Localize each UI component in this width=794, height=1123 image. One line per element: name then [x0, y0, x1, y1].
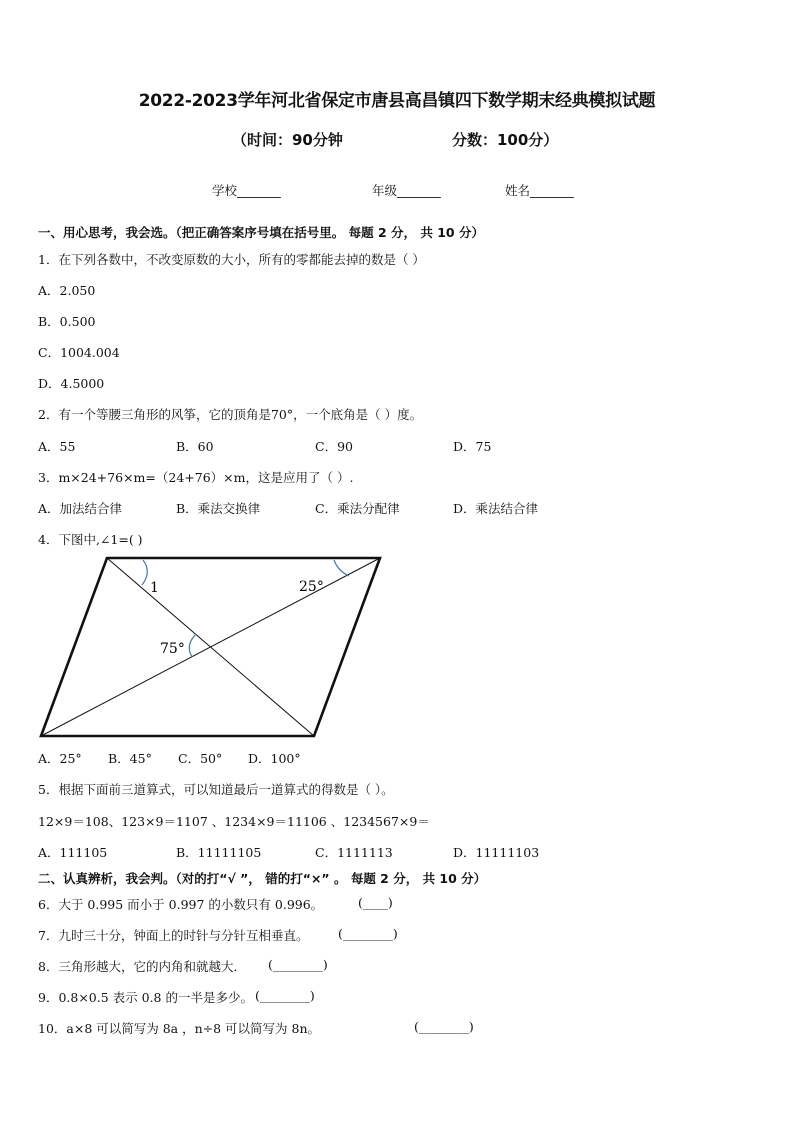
q4-option-d: D．100° [248, 751, 301, 766]
grade-field: 年级_______ [372, 183, 441, 198]
q2-option-b: B．60 [176, 439, 214, 454]
q1-option-c: C．1004.004 [38, 345, 120, 360]
question-9-text: 9．0.8×0.5 表示 0.8 的一半是多少。 [38, 990, 253, 1005]
q3-option-a: A．加法结合律 [38, 501, 123, 516]
question-5-equations: 12×9＝108、123×9＝1107 、1234×9＝11106 、1234567×9＝ [38, 814, 430, 829]
q3-option-c: C．乘法分配律 [315, 501, 400, 516]
q4-option-c: C．50° [178, 751, 223, 766]
angle-25-label: 25° [299, 579, 324, 595]
angle-75-arc [189, 634, 196, 657]
diagonal-2 [41, 558, 380, 736]
question-1-stem: 1．在下列各数中，不改变原数的大小，所有的零都能去掉的数是（ ） [38, 252, 425, 267]
question-8-text: 8．三角形越大，它的内角和就越大． [38, 959, 246, 974]
angle-1-label: 1 [150, 580, 159, 596]
section-2-heading: 二、认真辨析，我会判。（对的打“√ ”， 错的打“×” 。 每题 2 分， 共 10 分） [38, 871, 487, 886]
q5-option-a: A．111105 [38, 845, 108, 860]
q4-option-b: B．45° [108, 751, 152, 766]
q4-option-a: A．25° [38, 751, 82, 766]
question-10-blank[interactable]: (________) [414, 1019, 474, 1034]
question-10-text: 10．a×8 可以简写为 8a ，n÷8 可以简写为 8n。 [38, 1021, 321, 1036]
question-8-blank[interactable]: (________) [268, 957, 328, 972]
q2-option-a: A．55 [38, 439, 76, 454]
angle-75-label: 75° [160, 641, 185, 657]
q5-option-d: D．11111103 [453, 845, 540, 860]
question-7-text: 7．九时三十分，钟面上的时针与分针互相垂直。 [38, 928, 309, 943]
angle-1-arc [142, 560, 147, 585]
question-6-blank[interactable]: (____) [358, 895, 393, 910]
q5-option-c: C．1111113 [315, 845, 393, 860]
angle-25-arc [334, 560, 349, 576]
q3-option-d: D．乘法结合律 [453, 501, 539, 516]
question-5-stem: 5．根据下面前三道算式，可以知道最后一道算式的得数是（ ）。 [38, 782, 394, 797]
question-3-stem: 3．m×24+76×m=（24+76）×m，这是应用了（ ）. [38, 470, 354, 485]
exam-score: 分数：100分） [452, 131, 559, 149]
q1-option-d: D．4.5000 [38, 376, 105, 391]
question-9-blank[interactable]: (________) [255, 988, 315, 1003]
question-6-text: 6．大于 0.995 而小于 0.997 的小数只有 0.996。 [38, 897, 324, 912]
q5-option-b: B．11111105 [176, 845, 262, 860]
q1-option-a: A．2.050 [38, 283, 96, 298]
exam-time: （时间：90分钟 [232, 131, 343, 149]
question-2-stem: 2．有一个等腰三角形的风筝，它的顶角是70°，一个底角是（ ）度。 [38, 407, 423, 422]
school-field: 学校_______ [212, 183, 281, 198]
q3-option-b: B．乘法交换律 [176, 501, 261, 516]
q2-option-d: D．75 [453, 439, 492, 454]
section-1-heading: 一、用心思考，我会选。（把正确答案序号填在括号里。 每题 2 分， 共 10 分） [38, 225, 484, 240]
q1-option-b: B．0.500 [38, 314, 96, 329]
exam-title: 2022-2023学年河北省保定市唐县高昌镇四下数学期末经典模拟试题 [138, 91, 656, 111]
name-field: 姓名_______ [505, 183, 574, 198]
question-4-stem: 4．下图中,∠1=( ) [38, 532, 143, 547]
q2-option-c: C．90 [315, 439, 353, 454]
question-7-blank[interactable]: (________) [338, 926, 398, 941]
